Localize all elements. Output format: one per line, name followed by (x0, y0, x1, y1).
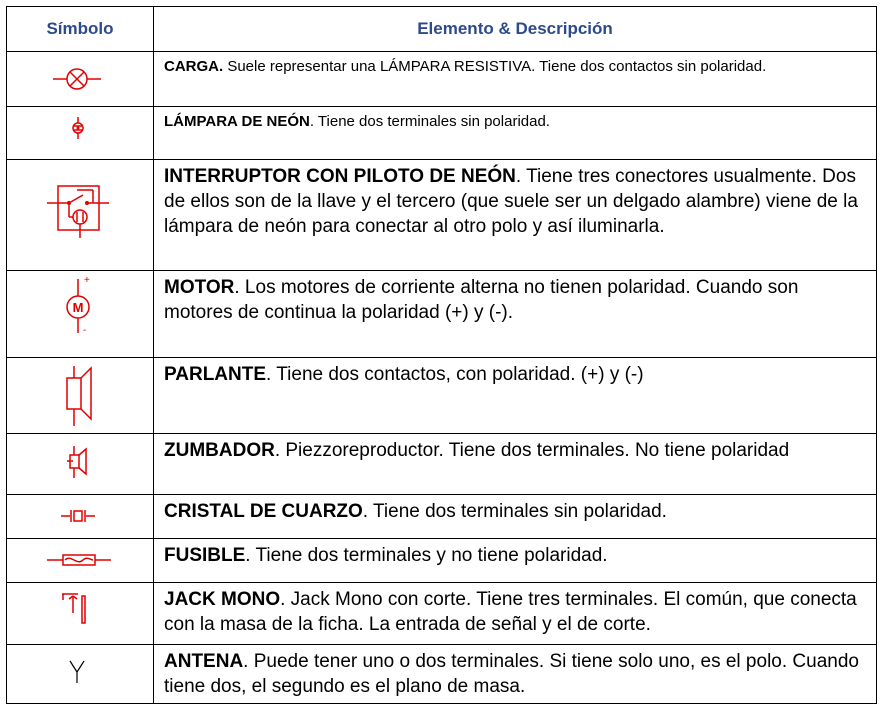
element-name: FUSIBLE (164, 545, 246, 566)
buzzer-icon (7, 434, 153, 494)
symbol-cell (7, 434, 154, 495)
element-description: . Tiene dos terminales sin polaridad. (362, 501, 667, 522)
table-row (7, 271, 877, 358)
symbol-cell (7, 160, 154, 271)
element-name: CARGA. (164, 58, 224, 75)
lamp-load-icon (7, 52, 153, 106)
description-cell (154, 645, 877, 704)
element-description: . Jack Mono con corte. Tiene tres terminales. El común, que conecta con la masa de la ficha. La entrada de señal y el de corte. (164, 589, 857, 635)
table-row (7, 645, 877, 704)
symbol-cell (7, 539, 154, 583)
element-description: . Tiene dos terminales sin polaridad. (309, 113, 550, 130)
antenna-icon (7, 645, 153, 703)
element-description: . Los motores de corriente alterna no tienen polaridad. Cuando son motores de continua la polaridad (+) y (-). (164, 277, 799, 323)
minus-sign: - (83, 325, 87, 336)
table-row (7, 358, 877, 434)
element-name: ZUMBADOR (164, 440, 275, 461)
description-cell (154, 495, 877, 539)
description-cell (154, 434, 877, 495)
description-cell (154, 358, 877, 434)
description-cell (154, 539, 877, 583)
table-row (7, 495, 877, 539)
table-row (7, 107, 877, 160)
element-description: . Tiene dos terminales y no tiene polaridad. (245, 545, 608, 566)
element-name: LÁMPARA DE NEÓN (164, 113, 310, 130)
table-row (7, 52, 877, 107)
symbol-column-header: Símbolo (7, 7, 154, 52)
motor-icon (7, 271, 153, 357)
quartz-crystal-icon (7, 495, 153, 538)
symbol-cell (7, 583, 154, 645)
description-cell (154, 583, 877, 645)
element-name: INTERRUPTOR CON PILOTO DE NEÓN (164, 166, 516, 187)
switch-neon-pilot-icon (7, 160, 153, 270)
symbol-cell (7, 271, 154, 358)
jack-mono-icon (7, 583, 153, 644)
motor-letter: M (72, 300, 84, 315)
element-name: ANTENA (164, 651, 244, 672)
element-name: PARLANTE (164, 364, 267, 385)
speaker-icon (7, 358, 153, 433)
element-description: . Piezzoreproductor. Tiene dos terminales. No tiene polaridad (274, 440, 790, 461)
table-row (7, 434, 877, 495)
symbol-cell (7, 645, 154, 704)
element-name: MOTOR (164, 277, 235, 298)
neon-lamp-icon (7, 107, 153, 159)
description-cell (154, 271, 877, 358)
table-header-row (7, 7, 877, 52)
description-cell (154, 160, 877, 271)
symbol-cell (7, 358, 154, 434)
element-name: CRISTAL DE CUARZO (164, 501, 363, 522)
table-row (7, 539, 877, 583)
symbols-table (6, 6, 877, 704)
fuse-icon (7, 539, 153, 582)
element-description: . Tiene tres conectores usualmente. Dos de ellos son de la llave y el tercero (que suele ser un delgado alambre) viene de la lámpara de neón para conectar al otro polo y así iluminarla. (164, 166, 858, 237)
table-row (7, 583, 877, 645)
element-name: JACK MONO (164, 589, 281, 610)
table-row (7, 160, 877, 271)
element-description: . Tiene dos contactos, con polaridad. (+) y (-) (266, 364, 644, 385)
plus-sign: + (84, 275, 90, 286)
description-cell (154, 52, 877, 107)
description-cell (154, 107, 877, 160)
description-column-header: Elemento & Descripción (154, 7, 877, 52)
element-description: Suele representar una LÁMPARA RESISTIVA. Tiene dos contactos sin polaridad. (223, 58, 767, 75)
symbol-cell (7, 495, 154, 539)
symbol-cell (7, 107, 154, 160)
element-description: . Puede tener uno o dos terminales. Si tiene solo uno, es el polo. Cuando tiene dos, el segundo es el plano de masa. (164, 651, 859, 697)
symbol-cell (7, 52, 154, 107)
